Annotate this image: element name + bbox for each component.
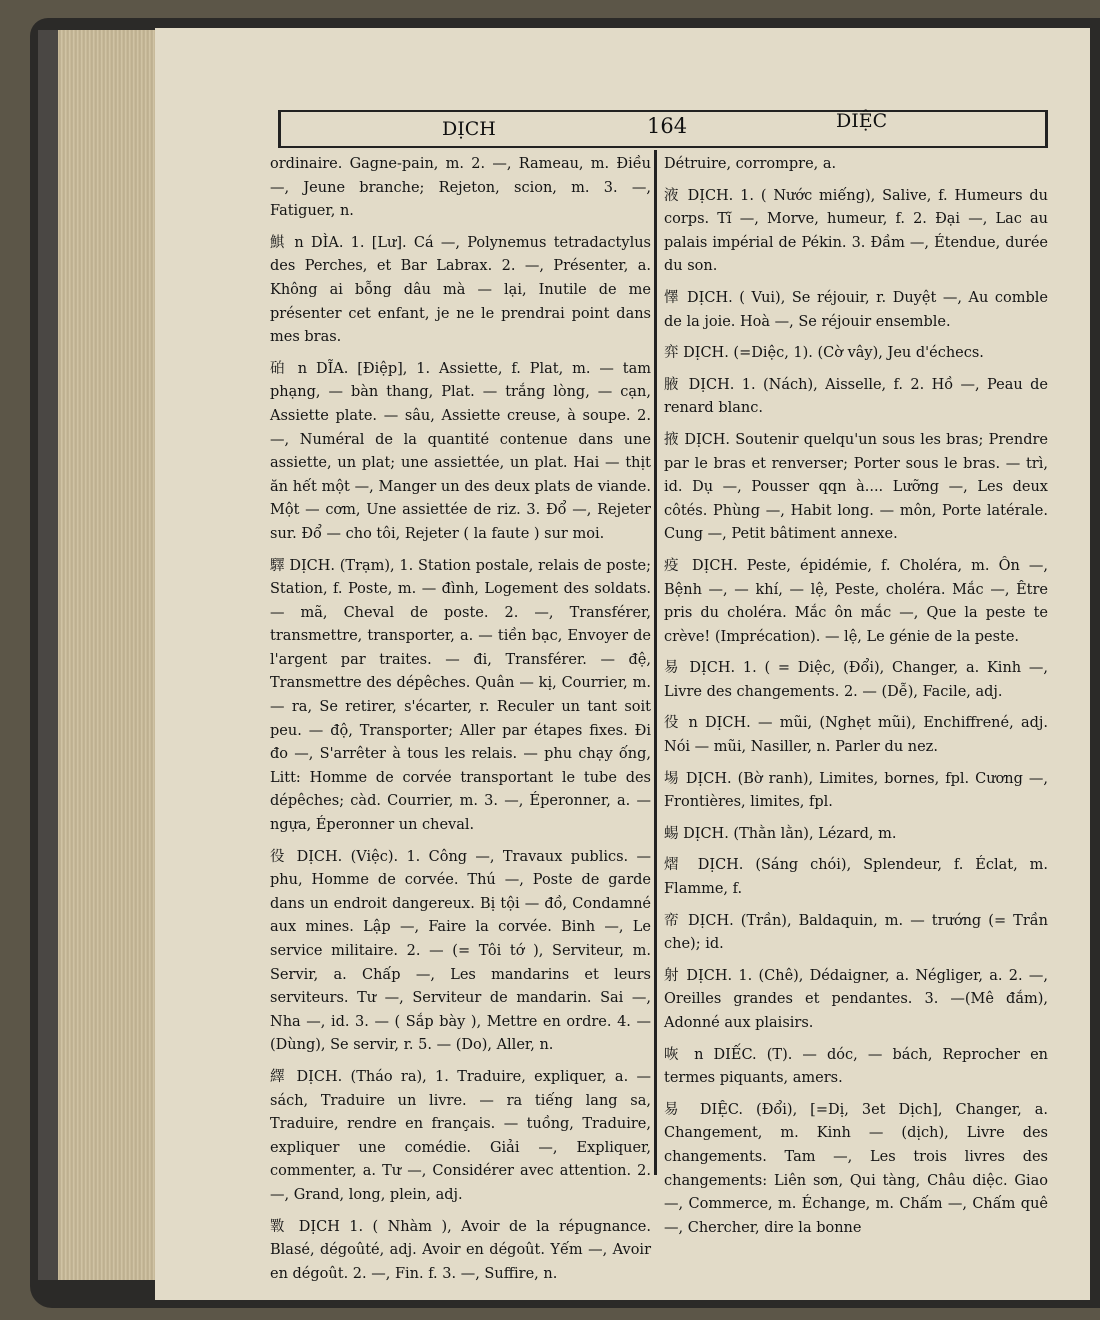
page-number: 164	[647, 114, 688, 138]
entry-dich-nose: 役 n DỊCH. — mũi, (Nghẹt mũi), Enchiffrené, adj. Nói — mũi, Nasiller, n. Parler du nez.	[664, 715, 1048, 756]
entry-dich-canopy: 帟 DỊCH. (Trần), Baldaquin, m. — trướng (= Trần che); id.	[664, 912, 1048, 953]
page-edges	[58, 30, 158, 1280]
entry-dich-saliva: 液 DỊCH. 1. ( Nước miếng), Salive, f. Humeurs du corps. Tĩ —, Morve, humeur, f. 2. Đại —, Lac au palais impérial de Pékin. 3. Đầm —, Étendue, durée du son.	[664, 187, 1048, 275]
entry-dich-disdain: 射 DỊCH. 1. (Chê), Dédaigner, a. Négliger, a. 2. —, Oreilles grandes et pendantes. 3. —(Mê đắm), Adonné aux plaisirs.	[664, 967, 1048, 1031]
entry-dich-service: 役 DỊCH. (Việc). 1. Công —, Travaux publics. — phu, Homme de corvée. Thú —, Poste de garde dans un endroit dangereux. Bị tội — đồ, Condamné aux mines. Lập —, Faire la corvée. Binh —, Le service militaire. 2. — (= Tôi tớ ), Serviteur, m. Servir, a. Chấp —, Les mandarins et leurs serviteurs. Tư —, Serviteur de mandarin. Sai —, Nha —, id. 3. — ( Sắp bày ), Mettre en ordre. 4. — (Dùng), Se servir, r. 5. — (Do), Aller, n.	[270, 848, 651, 1054]
entry-dich-lizard: 蜴 DỊCH. (Thằn lằn), Lézard, m.	[664, 825, 897, 842]
left-column	[270, 153, 651, 1294]
entry-continuation: Détruire, corrompre, a.	[664, 156, 837, 172]
entry-dich-plague: 疫 DỊCH. Peste, épidémie, f. Choléra, m. Ôn —, Bệnh —, — khí, — lệ, Peste, choléra. Mắc —, Être pris du choléra. Mắc ôn mắc —, Que la peste te crève! (Imprécation). — lệ, Le génie de la peste.	[664, 557, 1048, 645]
entry-dich-splendor: 熠 DỊCH. (Sáng chói), Splendeur, f. Éclat, m. Flamme, f.	[664, 857, 1048, 898]
entry-dia-fish: 鯕 n DÌA. 1. [Lư]. Cá —, Polynemus tetradactylus des Perches, et Bar Labrax. 2. —, Présenter, a. Không ai bỗng dâu mà — lại, Inutile de me présenter cet enfant, je ne le prendrai point dans mes bras.	[270, 234, 651, 346]
entry-dich-rejoice: 懌 DỊCH. ( Vui), Se réjouir, r. Duyệt —, Au comble de la joie. Hoà —, Se réjouir ensemble.	[664, 289, 1048, 330]
column-divider	[654, 150, 657, 1175]
entry-dich-change: 易 DỊCH. 1. ( = Diệc, (Đổi), Changer, a. Kinh —, Livre des changements. 2. — (Dễ), Facile, adj.	[664, 660, 1048, 700]
header-right-word: DIỆC	[836, 110, 888, 132]
entry-diec-reproach: 咴 n DIẾC. (T). — dóc, — bách, Reprocher en termes piquants, amers.	[664, 1046, 1048, 1087]
entry-dich-limits: 埸 DỊCH. (Bờ ranh), Limites, bornes, fpl. Cương —, Frontières, limites, fpl.	[664, 770, 1048, 811]
entry-continuation: ordinaire. Gagne-pain, m. 2. —, Rameau, m. Điều —, Jeune branche; Rejeton, scion, m. 3. —, Fatiguer, n.	[270, 156, 651, 220]
right-column	[664, 153, 1048, 1248]
entry-diec-change: 易 DIỆC. (Đổi), [=Dị, 3et Dịch], Changer, a. Changement, m. Kinh — (dịch), Livre des changements. Tam —, Les trois livres des changements: Liên sơn, Qui tàng, Châu diệc. Giao —, Commerce, m. Échange, m. Chấm —, Chấm quê —, Chercher, dire la bonne	[664, 1101, 1048, 1236]
header-left-word: DỊCH	[442, 118, 496, 140]
entry-dich-translate: 繹 DỊCH. (Tháo ra), 1. Traduire, expliquer, a. — sách, Traduire un livre. — ra tiếng lang sa, Traduire, rendre en français. — tuồng, Traduire, expliquer une comédie. Giải —, Expliquer, commenter, a. Tư —, Considérer avec attention. 2. —, Grand, long, plein, adj.	[270, 1068, 651, 1203]
entry-dich-support: 掖 DỊCH. Soutenir quelqu'un sous les bras; Prendre par le bras et renverser; Porter sous le bras. — trì, id. Dụ —, Pousser qqn à.... Lưỡng —, Les deux côtés. Phùng —, Habit long. — môn, Porte latérale. Cung —, Petit bâtiment annexe.	[664, 431, 1048, 543]
entry-dich-chess: 弈 DỊCH. (=Diệc, 1). (Cờ vây), Jeu d'échecs.	[664, 345, 984, 362]
entry-dich-armpit: 腋 DỊCH. 1. (Nách), Aisselle, f. 2. Hồ —, Peau de renard blanc.	[664, 376, 1048, 417]
entry-dich-relay: 驛 DỊCH. (Trạm), 1. Station postale, relais de poste; Station, f. Poste, m. — đình, Logement des soldats. — mã, Cheval de poste. 2. —, Transférer, transmettre, transporter, a. — tiền bạc, Envoyer de l'argent par traites. — đi, Transférer. — đệ, Transmettre des dépêches. Quân — kị, Courrier, m. — ra, Se retirer, s'écarter, r. Reculer un tant soit peu. — độ, Transporter; Aller par étapes fixes. Đi đo —, S'arrêter à tous les relais. — phu chạy ống, Litt: Homme de corvée transportant le tube des dépêches; càd. Courrier, m. 3. —, Éperonner, a. — ngựa, Éperonner un cheval.	[270, 557, 651, 834]
entry-dich-repugnance: 斁 DỊCH 1. ( Nhàm ), Avoir de la répugnance. Blasé, dégoûté, adj. Avoir en dégoût. Yếm —, Avoir en dégoût. 2. —, Fin. f. 3. —, Suffire, n.	[270, 1218, 651, 1282]
entry-dia-plate: 砶 n DĨA. [Điệp], 1. Assiette, f. Plat, m. — tam phạng, — bàn thang, Plat. — trắng lòng, — cạn, Assiette plate. — sâu, Assiette creuse, à soupe. 2. —, Numéral de la quantité contenue dans une assiette, un plat; une assiettée, un plat. Hai — thịt ăn hết một —, Manger un des deux plats de viande. Một — cơm, Une assiettée de riz. 3. Đổ —, Rejeter sur. Đổ — cho tôi, Rejeter ( la faute ) sur moi.	[270, 360, 651, 542]
